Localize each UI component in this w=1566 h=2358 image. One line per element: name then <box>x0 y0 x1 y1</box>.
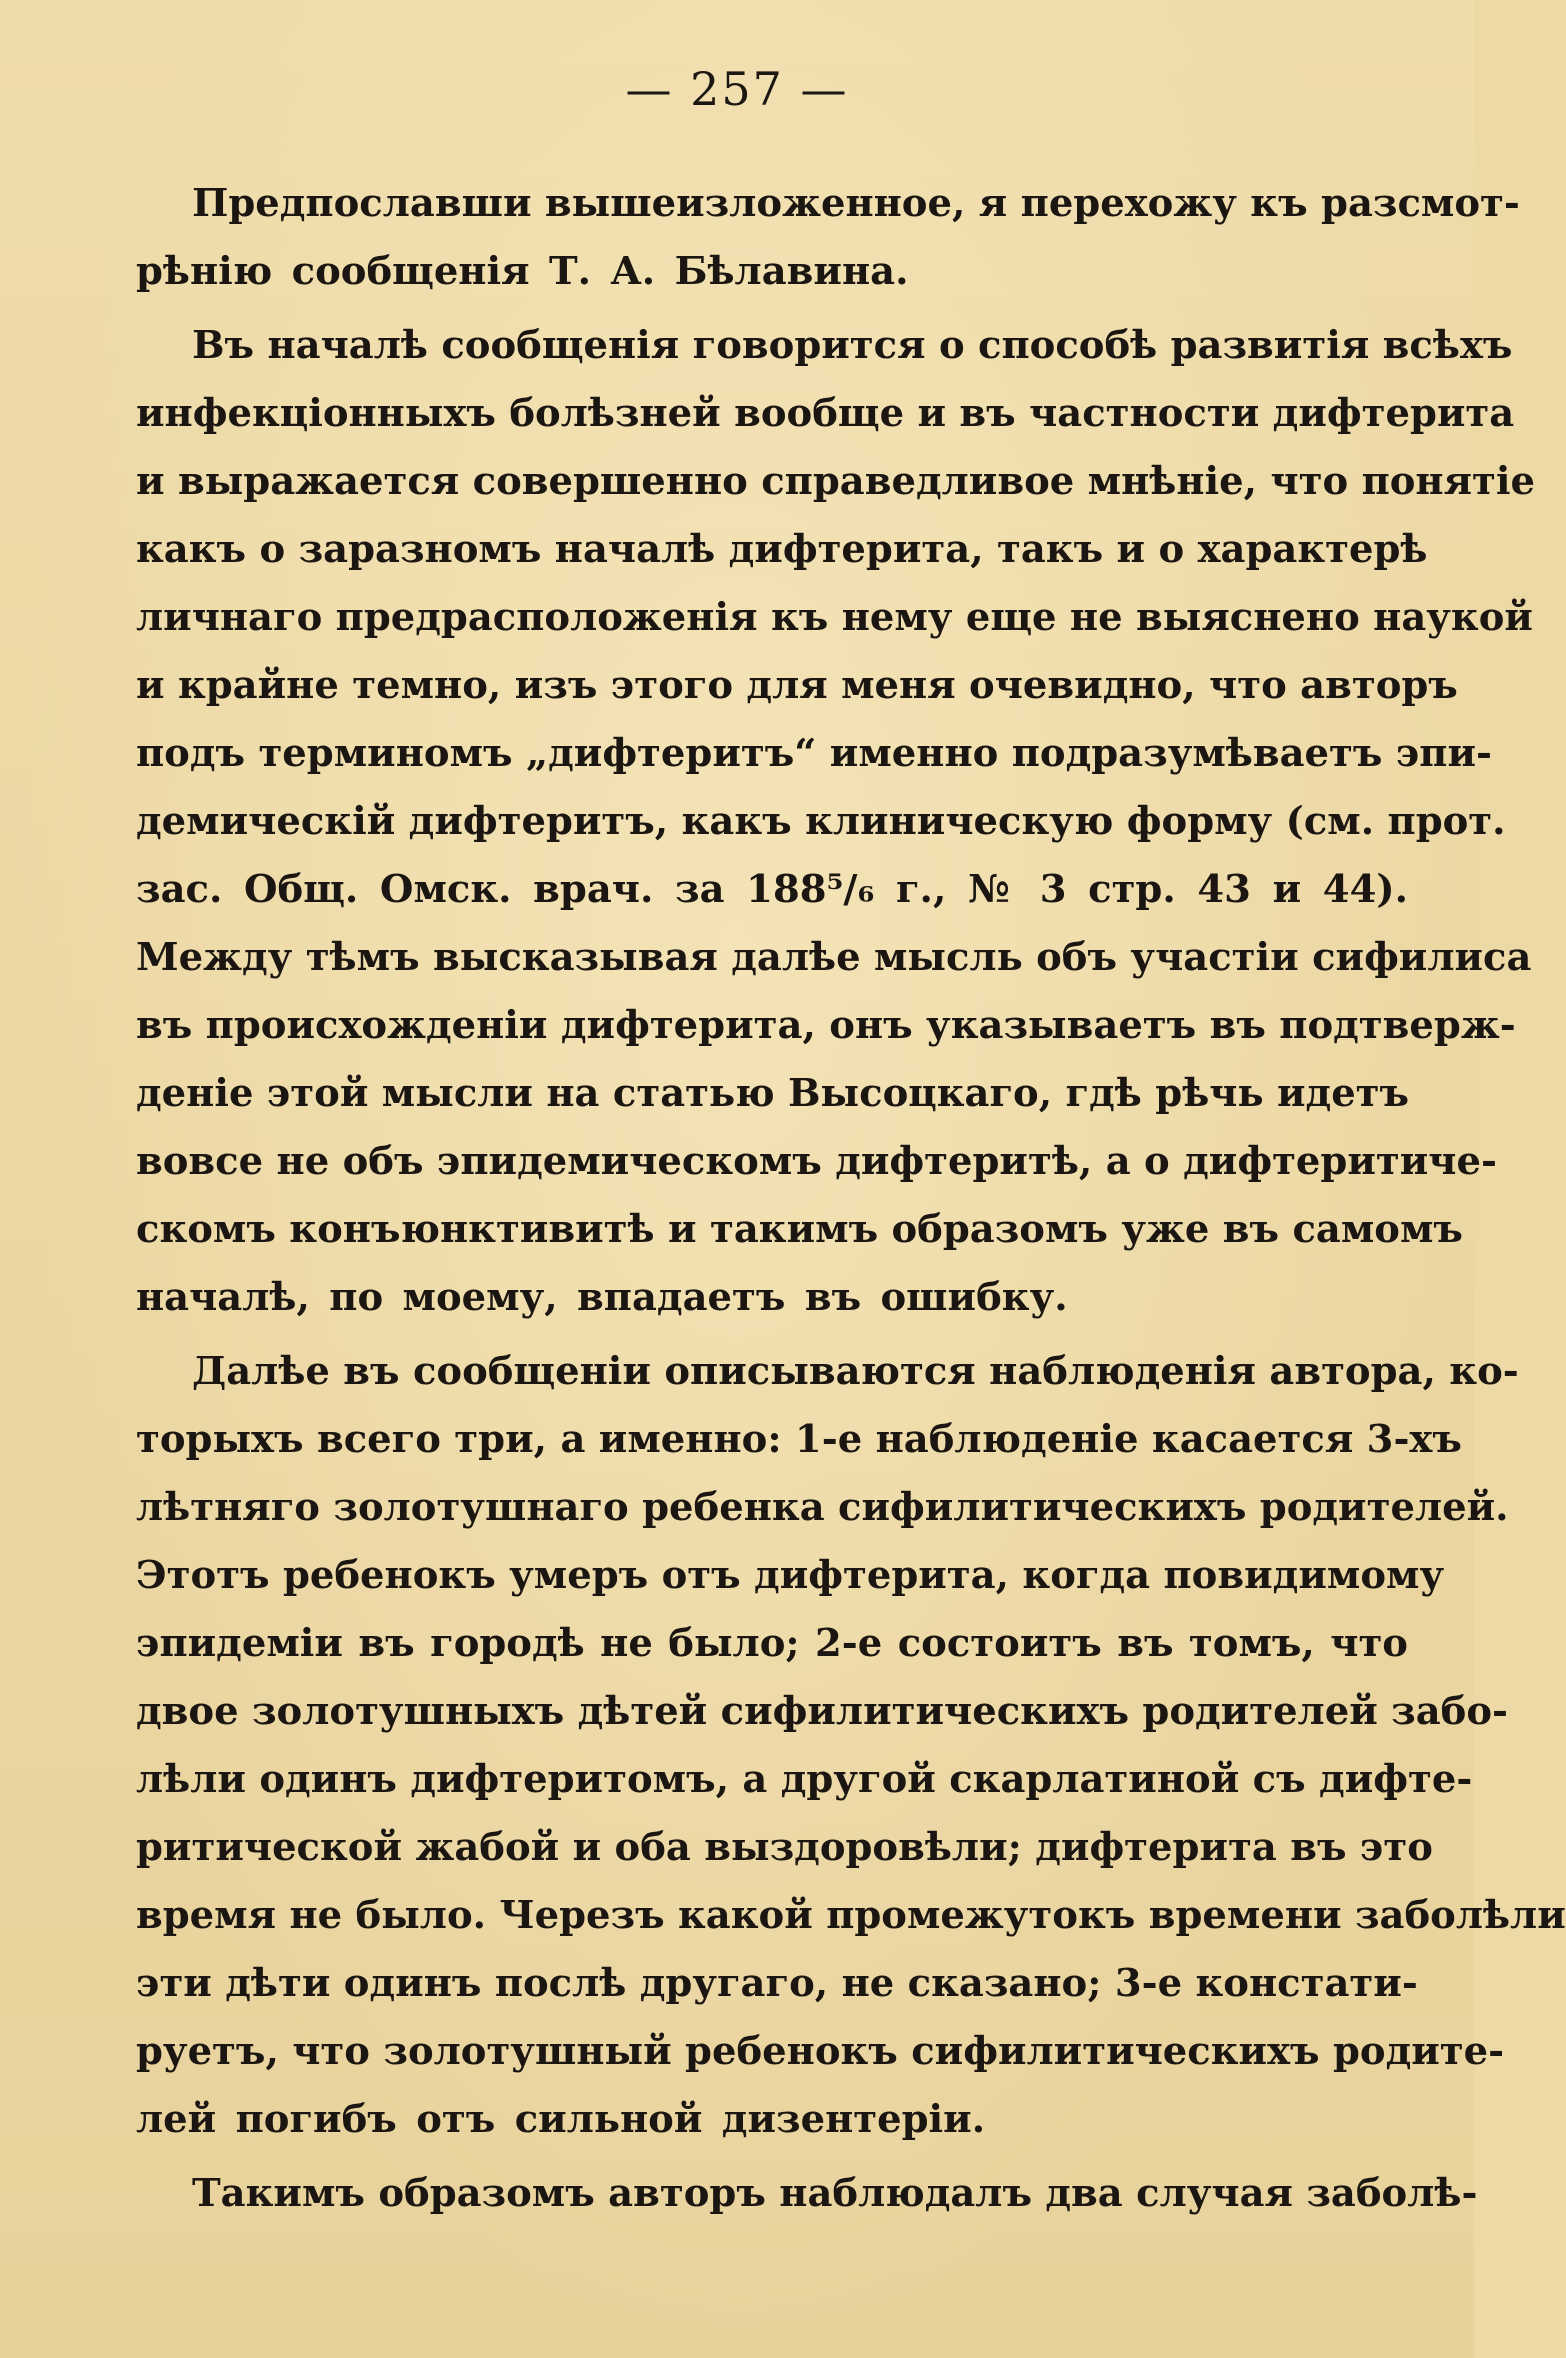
text-line: инфекціонныхъ болѣзней вообще и въ частности дифтерита <box>136 391 1515 436</box>
text-line: какъ о заразномъ началѣ дифтерита, такъ и о характерѣ <box>136 527 1428 572</box>
text-line: торыхъ всего три, а именно: 1-е наблюденіе касается 3-хъ <box>136 1417 1462 1462</box>
text-line: рѣнію сообщенія Т. А. Бѣлавина. <box>136 249 909 294</box>
text-line: демическій дифтеритъ, какъ клиническую форму (см. прот. <box>136 799 1506 844</box>
page-number: — 257 — <box>625 62 849 116</box>
text-line: вовсе не объ эпидемическомъ дифтеритѣ, а о дифтеритиче- <box>136 1139 1497 1184</box>
text-line: Далѣе въ сообщеніи описываются наблюденія автора, ко- <box>192 1349 1519 1394</box>
text-line: лѣтняго золотушнаго ребенка сифилитическихъ родителей. <box>136 1485 1509 1530</box>
text-line: скомъ конъюнктивитѣ и такимъ образомъ уже въ самомъ <box>136 1207 1463 1252</box>
paragraph-4 <box>136 2160 1478 2228</box>
text-line: руетъ, что золотушный ребенокъ сифилитическихъ родите- <box>136 2029 1505 2074</box>
text-line: зас. Общ. Омск. врач. за 188⁵/₆ г., № 3 стр. 43 и 44). <box>136 867 1408 912</box>
paragraph-1 <box>136 170 1520 306</box>
text-line: и выражается совершенно справедливое мнѣніе, что понятіе <box>136 459 1536 504</box>
text-line: Этотъ ребенокъ умеръ отъ дифтерита, когда повидимому <box>136 1553 1445 1598</box>
text-line: время не было. Черезъ какой промежутокъ времени заболѣли <box>136 1893 1566 1938</box>
paragraph-2 <box>136 312 1536 1332</box>
text-line: лѣли одинъ дифтеритомъ, а другой скарлатиной съ дифте- <box>136 1757 1473 1802</box>
text-line: Такимъ образомъ авторъ наблюдалъ два случая заболѣ- <box>192 2171 1478 2216</box>
text-line: эти дѣти одинъ послѣ другаго, не сказано; 3-е констати- <box>136 1961 1418 2006</box>
text-line: двое золотушныхъ дѣтей сифилитическихъ родителей забо- <box>136 1689 1509 1734</box>
text-line: эпидеміи въ городѣ не было; 2-е состоитъ въ томъ, что <box>136 1621 1408 1666</box>
text-line: Предпославши вышеизложенное, я перехожу къ разсмот- <box>192 181 1520 226</box>
text-line: Между тѣмъ высказывая далѣе мысль объ участіи сифилиса <box>136 935 1532 980</box>
text-line: въ происхожденіи дифтерита, онъ указываетъ въ подтверж- <box>136 1003 1516 1048</box>
paragraph-3 <box>136 1338 1566 2154</box>
text-line: началѣ, по моему, впадаетъ въ ошибку. <box>136 1275 1068 1320</box>
text-line: Въ началѣ сообщенія говорится о способѣ развитія всѣхъ <box>192 323 1513 368</box>
text-line: деніе этой мысли на статью Высоцкаго, гдѣ рѣчь идетъ <box>136 1071 1410 1116</box>
text-line: и крайне темно, изъ этого для меня очевидно, что авторъ <box>136 663 1458 708</box>
text-line: личнаго предрасположенія къ нему еще не выяснено наукой <box>136 595 1533 640</box>
text-line: ритической жабой и оба выздоровѣли; дифтерита въ это <box>136 1825 1433 1870</box>
text-line: лей погибъ отъ сильной дизентеріи. <box>136 2097 986 2142</box>
body-text <box>136 170 1566 2228</box>
text-line: подъ терминомъ „дифтеритъ“ именно подразумѣваетъ эпи- <box>136 731 1492 776</box>
